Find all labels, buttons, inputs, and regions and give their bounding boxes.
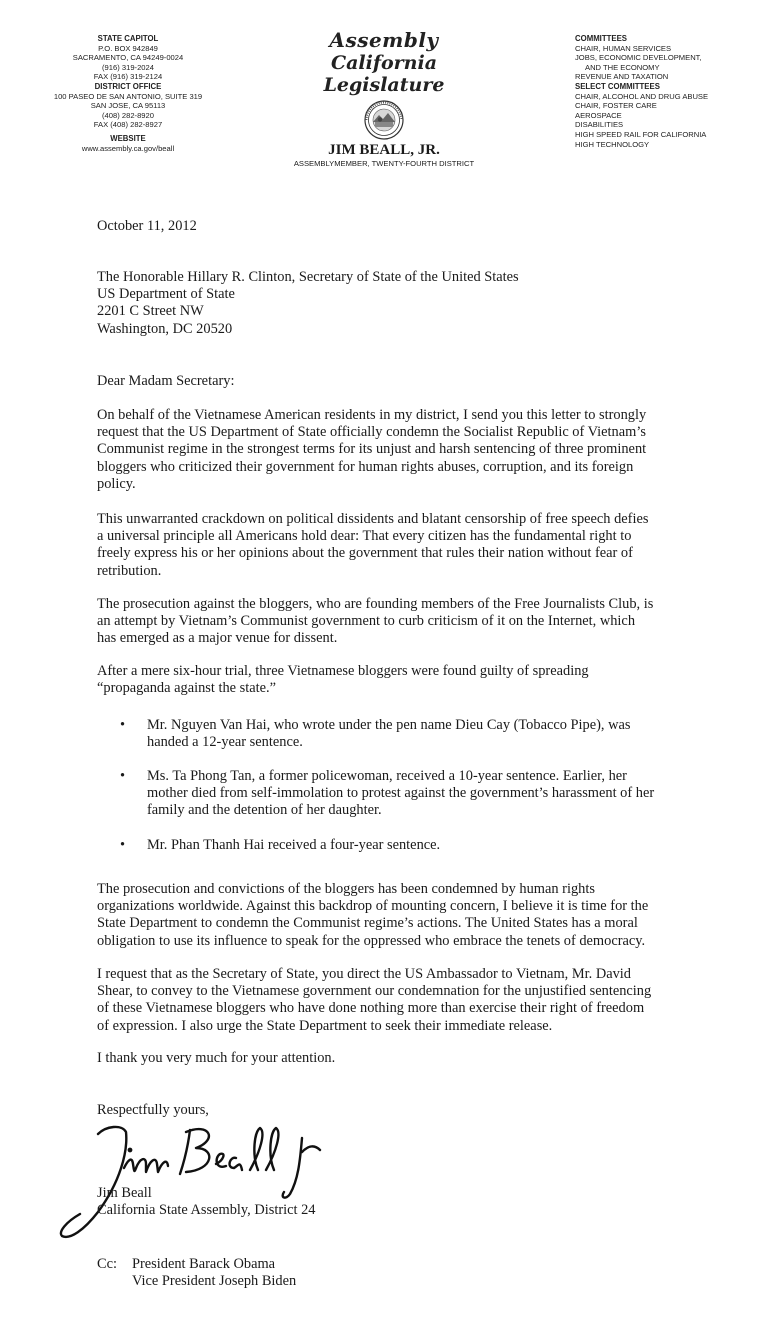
letter-date: October 11, 2012 (97, 218, 197, 234)
paragraph-line: a universal principle all Americans hold dear: That every citizen has the fundamental right to (97, 528, 632, 545)
signer-name: Jim Beall (97, 1185, 152, 1201)
committee-item: REVENUE AND TAXATION (575, 72, 669, 82)
bullet-line: Mr. Nguyen Van Hai, who wrote under the pen name Dieu Cay (Tobacco Pipe), was (147, 717, 631, 733)
cc-recipient: Vice President Joseph Biden (132, 1273, 297, 1290)
state-capitol-label: STATE CAPITOL (97, 34, 159, 43)
recipient-line: Washington, DC 20520 (97, 320, 233, 337)
select-committees-label: SELECT COMMITTEES (575, 81, 660, 91)
recipient-block (97, 269, 697, 338)
letterhead-title-assembly: Assembly (329, 28, 439, 52)
member-subtitle: ASSEMBLYMEMBER, TWENTY-FOURTH DISTRICT (293, 159, 475, 168)
paragraph-line: has emerged as a major venue for dissent. (97, 630, 338, 647)
cc-recipient: President Barack Obama (132, 1256, 276, 1272)
paragraph-line: of expression. I also urge the State Department to seek their immediate release. (97, 1017, 553, 1034)
salutation: Dear Madam Secretary: (97, 373, 235, 389)
bullet-line: family and the detention of her daughter. (147, 802, 382, 819)
select-committee-item: CHAIR, FOSTER CARE (575, 101, 657, 111)
bullet-icon: • (120, 717, 126, 733)
website-url: www.assembly.ca.gov/beall (81, 143, 175, 153)
paragraph-line: organizations worldwide. Against this backdrop of mounting concern, I believe it is time for the (97, 898, 649, 915)
bullet-item (147, 837, 697, 854)
state-seal-icon (364, 100, 404, 140)
committee-item: JOBS, ECONOMIC DEVELOPMENT, (575, 53, 702, 63)
select-committee-item: AEROSPACE (575, 110, 622, 120)
paragraph-line: I request that as the Secretary of State, you direct the US Ambassador to Vietnam, Mr. David (97, 966, 631, 982)
cc-list (132, 1256, 532, 1290)
bullet-item (147, 768, 697, 820)
district-office-label: DISTRICT OFFICE (94, 81, 162, 91)
bullet-icon: • (120, 837, 126, 853)
paragraph-line: “propaganda against the state.” (97, 680, 277, 697)
paragraph-line: policy. (97, 475, 136, 492)
paragraph-7: I thank you very much for your attention. (97, 1050, 336, 1066)
bullet-icon: • (120, 768, 126, 784)
paragraph-line: freely express his or her opinions about the government that rules their nation without fear of (97, 545, 633, 562)
district-phone: (408) 282-8920 (102, 110, 154, 120)
closing: Respectfully yours, (97, 1102, 209, 1118)
paragraph-line: State Department to condemn the Communist regime’s actions. The United States has a moral (97, 915, 638, 932)
committee-item: CHAIR, HUMAN SERVICES (575, 43, 672, 53)
paragraph-line: This unwarranted crackdown on political dissidents and blatant censorship of free speech defies (97, 511, 649, 527)
paragraph-5 (97, 881, 697, 950)
select-committee-item: HIGH SPEED RAIL FOR CALIFORNIA (575, 129, 707, 139)
paragraph-line: Shear, to convey to the Vietnamese government our condemnation for the unjustified sentencing (97, 983, 652, 1000)
letterhead-right-column (575, 34, 755, 149)
recipient-line: The Honorable Hillary R. Clinton, Secretary of State of the United States (97, 269, 519, 285)
paragraph-line: retribution. (97, 562, 162, 579)
cc-label: Cc: (97, 1256, 117, 1272)
handwritten-signature (40, 1112, 340, 1247)
paragraph-line: On behalf of the Vietnamese American residents in my district, I send you this letter to strongly (97, 407, 647, 423)
paragraph-line: Communist regime in the strongest terms for its unjust and harsh sentencing of three prominent (97, 441, 647, 458)
paragraph-line: The prosecution against the bloggers, who are founding members of the Free Journalists Club, is (97, 596, 654, 612)
bullet-line: handed a 12-year sentence. (147, 734, 303, 751)
district-address-line: 100 PASEO DE SAN ANTONIO, SUITE 319 (53, 91, 203, 101)
paragraph-line: obligation to use its influence to speak for the oppressed who embrace the tenets of democracy. (97, 932, 646, 949)
paragraph-line: bloggers who criticized their government for human rights abuses, corruption, and its foreign (97, 458, 634, 475)
capitol-address-line: SACRAMENTO, CA 94249-0024 (72, 53, 184, 63)
capitol-fax: FAX (916) 319-2124 (93, 72, 163, 82)
website-label: WEBSITE (110, 133, 146, 143)
paragraph-2 (97, 511, 697, 580)
paragraph-line: request that the US Department of State officially condemn the Socialist Republic of Vietnam’s (97, 424, 646, 441)
paragraph-line: of these Vietnamese bloggers who have done nothing more than exercise their right of freedom (97, 1000, 645, 1017)
paragraph-line: The prosecution and convictions of the bloggers has been condemned by human rights (97, 881, 595, 897)
bullet-item (147, 717, 697, 751)
paragraph-4 (97, 663, 697, 697)
select-committee-item: HIGH TECHNOLOGY (575, 139, 650, 149)
district-address-line: SAN JOSE, CA 95113 (90, 101, 166, 111)
letterhead-left-column (28, 34, 228, 153)
capitol-address-line: P.O. BOX 942849 (98, 43, 158, 53)
letterhead-title-legislature: California Legislature (323, 52, 445, 96)
paragraph-line: an attempt by Vietnam’s Communist government to curb criticism of it on the Internet, which (97, 613, 636, 630)
capitol-phone: (916) 319-2024 (102, 62, 154, 72)
paragraph-line: After a mere six-hour trial, three Vietnamese bloggers were found guilty of spreading (97, 663, 589, 679)
paragraph-3 (97, 596, 697, 648)
district-fax: FAX (408) 282-8927 (93, 120, 163, 130)
bullet-line: Ms. Ta Phong Tan, a former policewoman, received a 10-year sentence. Earlier, her (147, 768, 627, 784)
paragraph-1 (97, 407, 697, 493)
bullet-line: mother died from self-immolation to protest against the government’s harassment of her (147, 785, 655, 802)
signer-block (97, 1185, 697, 1219)
recipient-line: US Department of State (97, 286, 235, 303)
committee-item: AND THE ECONOMY (585, 62, 660, 72)
bullet-line: Mr. Phan Thanh Hai received a four-year sentence. (147, 837, 441, 853)
letterhead-center (268, 28, 500, 168)
recipient-line: 2201 C Street NW (97, 303, 204, 320)
signer-title: California State Assembly, District 24 (97, 1202, 316, 1219)
select-committee-item: CHAIR, ALCOHOL AND DRUG ABUSE (575, 91, 709, 101)
select-committee-item: DISABILITIES (575, 120, 624, 130)
committees-label: COMMITTEES (575, 34, 627, 43)
member-name: JIM BEALL, JR. (328, 142, 440, 158)
paragraph-6 (97, 966, 697, 1035)
